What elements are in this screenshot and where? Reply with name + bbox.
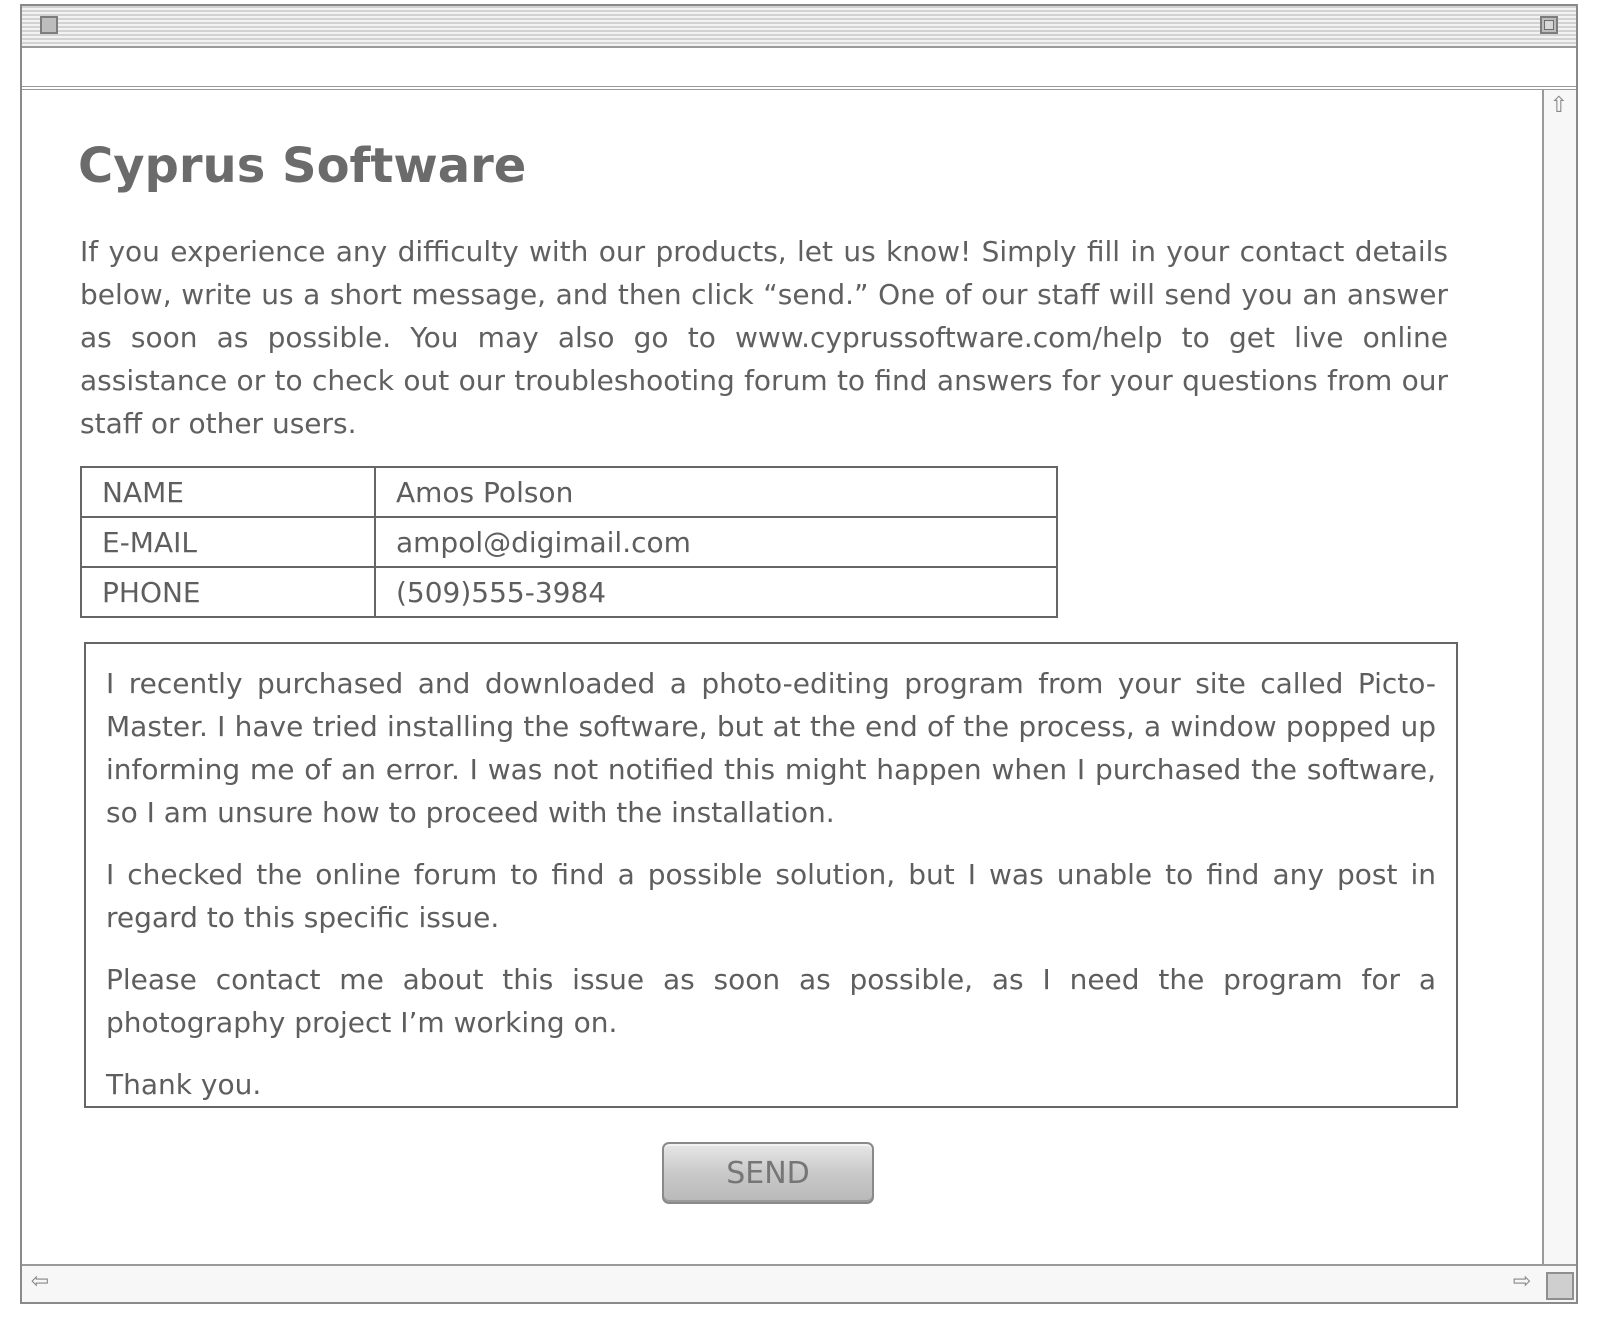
vertical-scrollbar[interactable] — [1542, 90, 1576, 1264]
page-title: Cyprus Software — [78, 138, 527, 194]
send-button[interactable]: SEND — [662, 1142, 874, 1204]
contact-details-table — [80, 466, 1058, 618]
browser-window — [20, 4, 1578, 1304]
message-paragraph: I recently purchased and downloaded a photo-editing program from your site called Picto-Master. I have tried installing the software, but at the end of the process, a window popped up informing me of an error. I was not notified this might happen when I purchased the software, so I am unsure how to proceed with the installation. — [106, 667, 1436, 829]
title-bar[interactable] — [22, 6, 1576, 48]
table-row — [81, 467, 1057, 517]
name-label: NAME — [81, 467, 375, 517]
zoom-box-icon[interactable] — [1540, 16, 1558, 34]
page-content — [22, 90, 1542, 1264]
intro-text: If you experience any difficulty with our products, let us know! Simply fill in your contact details below, write us a short message, and then click “send.” One of our staff will send you an answer as soon as possible. You may also go to www.cyprussoftware.com/help to get live online assistance or to check out our troubleshooting forum to find answers for your questions from our staff or other users. — [80, 235, 1448, 440]
email-field[interactable]: ampol@digimail.com — [375, 517, 1057, 567]
email-label: E-MAIL — [81, 517, 375, 567]
toolbar-strip — [22, 48, 1576, 90]
scroll-up-arrow-icon[interactable]: ⇧ — [1549, 93, 1569, 118]
message-paragraph: Thank you. — [106, 1068, 262, 1101]
phone-label: PHONE — [81, 567, 375, 617]
table-row — [81, 517, 1057, 567]
horizontal-scrollbar[interactable] — [22, 1264, 1576, 1302]
message-textarea[interactable] — [84, 642, 1458, 1108]
message-paragraph: Please contact me about this issue as soon as possible, as I need the program for a photography project I’m working on. — [106, 963, 1436, 1039]
table-row — [81, 567, 1057, 617]
scroll-right-arrow-icon[interactable]: ⇨ — [1512, 1269, 1532, 1294]
scroll-left-arrow-icon[interactable]: ⇦ — [30, 1269, 50, 1294]
name-field[interactable]: Amos Polson — [375, 467, 1057, 517]
close-box-icon[interactable] — [40, 16, 58, 34]
phone-field[interactable]: (509)555-3984 — [375, 567, 1057, 617]
message-paragraph: I checked the online forum to find a possible solution, but I was unable to find any post in regard to this specific issue. — [106, 858, 1436, 934]
resize-grip-icon[interactable] — [1546, 1272, 1574, 1300]
